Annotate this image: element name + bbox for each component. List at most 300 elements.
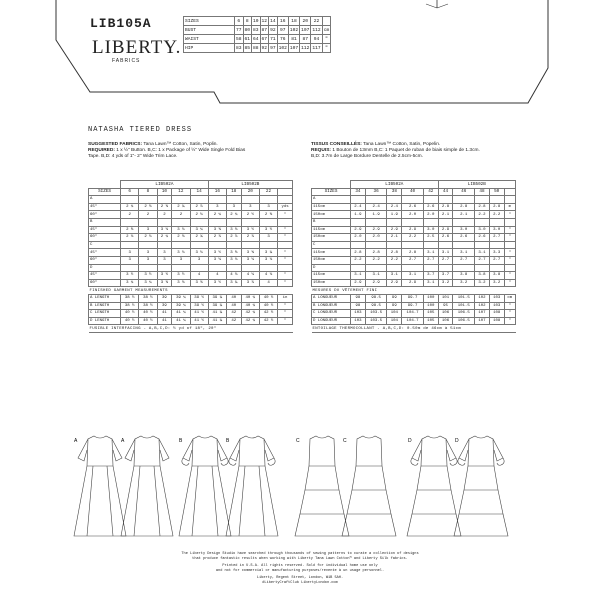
table-cell: 3 bbox=[259, 203, 277, 211]
table-cell: 2.2 bbox=[489, 211, 504, 219]
table-cell: 3 ⅝ bbox=[226, 249, 241, 257]
table-cell: 2 ⅛ bbox=[190, 211, 208, 219]
table-cell: 14 bbox=[190, 188, 208, 196]
table-cell: 3.1 bbox=[423, 249, 438, 257]
table-cell: 3 bbox=[139, 249, 157, 257]
table-cell: 107 bbox=[289, 45, 299, 51]
view-label: C bbox=[296, 438, 300, 444]
table-cell: 8 bbox=[139, 188, 157, 196]
table-cell: " bbox=[504, 272, 515, 280]
table-cell: 2.9 bbox=[402, 226, 424, 234]
table-cell: 1.9 bbox=[387, 211, 402, 219]
table-cell: 3 ¼ bbox=[139, 279, 157, 287]
yardage-row bbox=[312, 211, 516, 219]
table-cell: 3.0 bbox=[423, 226, 438, 234]
table-cell: 34 bbox=[351, 188, 366, 196]
table-cell: 60" bbox=[89, 234, 121, 242]
table-cell: 1.9 bbox=[365, 211, 387, 219]
table-cell bbox=[504, 188, 515, 196]
fabrics-french bbox=[311, 142, 521, 160]
table-cell: " bbox=[278, 256, 293, 264]
table-cell: 3 bbox=[208, 203, 226, 211]
garment-view-c bbox=[295, 436, 349, 536]
table-cell: 3.7 bbox=[423, 272, 438, 280]
section-label: FINISHED GARMENT MEASUREMENTS bbox=[89, 287, 293, 295]
table-cell: 94 bbox=[311, 35, 322, 44]
table-cell: 2.5 bbox=[423, 234, 438, 242]
table-cell: 3.2 bbox=[489, 279, 504, 287]
table-cell: 115cm bbox=[312, 226, 351, 234]
table-cell: 40 bbox=[226, 302, 241, 310]
table-cell: 3.8 bbox=[489, 272, 504, 280]
garment-view-a bbox=[74, 436, 126, 536]
table-cell: 3 ⅛ bbox=[172, 249, 190, 257]
table-cell: 3 ¾ bbox=[259, 249, 277, 257]
fabric-text-fr: Tana Lawn™ Cotton, Satin, Popelin. bbox=[361, 142, 441, 147]
yardage-row bbox=[89, 249, 293, 257]
table-cell: 3 ½ bbox=[172, 272, 190, 280]
table-cell: C bbox=[89, 241, 121, 249]
table-cell: 40 ½ bbox=[259, 302, 277, 310]
table-cell: 99.7 bbox=[402, 294, 424, 302]
table-cell: 20 bbox=[241, 188, 259, 196]
table-cell: 3 ⅛ bbox=[172, 226, 190, 234]
table-cell: 4 bbox=[259, 279, 277, 287]
table-cell: cm bbox=[504, 294, 515, 302]
table-cell: 2 ¾ bbox=[190, 234, 208, 242]
table-cell: 2.4 bbox=[365, 203, 387, 211]
table-cell: 2.0 bbox=[365, 234, 387, 242]
table-cell: 2.1 bbox=[387, 234, 402, 242]
required-text-fr-cont: B,D: 3.7m de Large Bordure Dentelle de 2.5cm-5cm. bbox=[311, 154, 423, 159]
table-cell: 80 bbox=[244, 27, 251, 33]
table-cell: 83 bbox=[236, 45, 242, 51]
table-cell: 2.8 bbox=[387, 249, 402, 257]
table-cell: 18 bbox=[226, 188, 241, 196]
garment-view-b bbox=[226, 436, 278, 536]
table-cell: 3 ⅛ bbox=[208, 256, 226, 264]
table-cell: 45" bbox=[89, 249, 121, 257]
table-cell: A LONGUEUR bbox=[312, 294, 351, 302]
table-cell: 2.2 bbox=[475, 211, 490, 219]
yardage-row bbox=[89, 211, 293, 219]
table-cell: 102 bbox=[475, 302, 490, 310]
view-label: D bbox=[455, 438, 459, 444]
page-title: NATASHA TIERED DRESS bbox=[88, 126, 193, 134]
table-cell: D bbox=[312, 264, 351, 272]
table-cell: 99.7 bbox=[402, 302, 424, 310]
table-cell: 40 bbox=[402, 188, 424, 196]
view-row bbox=[89, 241, 293, 249]
table-cell: 102 bbox=[278, 45, 287, 51]
view-label: B bbox=[226, 438, 230, 444]
table-cell: 3.2 bbox=[475, 279, 490, 287]
table-cell: 2 ¼ bbox=[226, 211, 241, 219]
table-cell: B LONGUEUR bbox=[312, 302, 351, 310]
table-cell: 38 ½ bbox=[121, 294, 139, 302]
table-cell: 2.0 bbox=[423, 211, 438, 219]
table-cell: 98.5 bbox=[365, 294, 387, 302]
table-cell: 3 bbox=[259, 234, 277, 242]
table-cell: 41 ¼ bbox=[172, 310, 190, 318]
table-cell: 3 bbox=[121, 256, 139, 264]
table-cell: 41 ¾ bbox=[208, 317, 226, 325]
table-cell: " bbox=[504, 317, 515, 325]
table-cell: 2.0 bbox=[351, 234, 366, 242]
table-cell: 3 bbox=[139, 226, 157, 234]
table-cell: 2.8 bbox=[365, 249, 387, 257]
required-text-cont: Tape. B,D: 4 yds of 1"- 2" Wide Trim Lace. bbox=[88, 154, 178, 159]
table-cell: 85 bbox=[244, 45, 251, 51]
table-cell: 4 ⅛ bbox=[241, 272, 259, 280]
group-header bbox=[89, 181, 293, 189]
table-cell: A bbox=[89, 196, 121, 204]
table-cell: 67 bbox=[261, 36, 268, 42]
table-cell: 42 bbox=[423, 188, 438, 196]
finished-row bbox=[89, 317, 293, 325]
table-cell: 3 ½ bbox=[208, 279, 226, 287]
table-cell: 3 ⅝ bbox=[241, 249, 259, 257]
table-cell: 3 ⅜ bbox=[190, 279, 208, 287]
table-cell: 2.7 bbox=[489, 234, 504, 242]
table-cell: 42 ½ bbox=[259, 310, 277, 318]
table-cell: 103 bbox=[489, 294, 504, 302]
table-cell: " bbox=[278, 302, 293, 310]
table-cell: 3.0 bbox=[489, 226, 504, 234]
table-cell: 106 bbox=[438, 317, 453, 325]
table-cell: 64 bbox=[253, 36, 259, 42]
interfacing-note: FUSIBLE INTERFACING - A,B,C,D: ½ yd of 18", 20" bbox=[89, 325, 293, 333]
finished-row bbox=[312, 294, 516, 302]
table-cell: 106.5 bbox=[453, 317, 475, 325]
table-cell: 3.0 bbox=[453, 226, 475, 234]
table-cell: 2.6 bbox=[438, 234, 453, 242]
table-cell: 3.1 bbox=[402, 272, 424, 280]
table-cell: LIB502B bbox=[208, 181, 292, 189]
table-cell: 10 bbox=[157, 188, 172, 196]
table-cell: 4 ⅛ bbox=[259, 272, 277, 280]
table-cell: 97 bbox=[277, 26, 288, 35]
footer-line: #LibertyCraftClub LibertyLondon.com bbox=[262, 581, 338, 585]
table-cell: 98 bbox=[351, 302, 366, 310]
table-cell: 2 ⅛ bbox=[121, 234, 139, 242]
table-cell: 76 bbox=[277, 35, 288, 44]
sizes-header bbox=[312, 188, 516, 196]
yardage-row bbox=[89, 234, 293, 242]
yardage-row bbox=[89, 272, 293, 280]
table-cell: 3 bbox=[226, 203, 241, 211]
table-cell: B bbox=[312, 218, 351, 226]
garment-view-a bbox=[121, 436, 173, 536]
table-cell: " bbox=[322, 35, 331, 44]
table-cell: 2.7 bbox=[402, 256, 424, 264]
table-cell: 3 ¾ bbox=[226, 279, 241, 287]
finished-row bbox=[312, 317, 516, 325]
table-cell: 2.7 bbox=[453, 256, 475, 264]
table-cell: 22 bbox=[259, 188, 277, 196]
table-cell: 41 ¾ bbox=[208, 310, 226, 318]
table-cell: 3.7 bbox=[438, 272, 453, 280]
fabric-label: SUGGESTED FABRICS: bbox=[88, 142, 143, 147]
table-cell: 12 bbox=[261, 18, 268, 24]
table-cell: " bbox=[504, 211, 515, 219]
table-cell: " bbox=[504, 310, 515, 318]
table-cell: D bbox=[89, 264, 121, 272]
table-cell: HIP bbox=[184, 44, 235, 53]
table-cell: 60" bbox=[89, 279, 121, 287]
table-cell: 40 ½ bbox=[121, 310, 139, 318]
table-cell: 41 ½ bbox=[190, 310, 208, 318]
table-cell: 2.6 bbox=[453, 234, 475, 242]
table-cell: " bbox=[278, 272, 293, 280]
yardage-row bbox=[312, 249, 516, 257]
garment-view-b bbox=[179, 436, 231, 536]
table-cell: 39 ¼ bbox=[172, 294, 190, 302]
table-cell: 42 bbox=[226, 317, 241, 325]
footer-line: Liberty, Regent Street, London, W1B 5AH. bbox=[256, 576, 344, 580]
garment-view-d bbox=[454, 436, 508, 536]
table-cell: 3 bbox=[121, 249, 139, 257]
table-cell: 2.2 bbox=[387, 256, 402, 264]
table-cell: 3 ⅞ bbox=[241, 279, 259, 287]
table-cell: SIZES bbox=[312, 188, 351, 196]
footer-line: that produce fantastic results when working with Liberty Tana Lawn Cotton™ and Liberty Silk fabrics. bbox=[192, 557, 408, 561]
table-cell: 2.4 bbox=[351, 203, 366, 211]
required-label: REQUIRED: bbox=[88, 148, 115, 153]
table-cell: 2 ¼ bbox=[208, 211, 226, 219]
sizes-header bbox=[89, 188, 293, 196]
table-cell: in bbox=[278, 294, 293, 302]
table-cell: 97 bbox=[270, 45, 276, 51]
yardage-row bbox=[312, 256, 516, 264]
table-cell: 2 ½ bbox=[241, 211, 259, 219]
table-cell: 3 bbox=[157, 256, 172, 264]
table-cell: 2.4 bbox=[387, 203, 402, 211]
table-cell: WAIST bbox=[184, 35, 235, 44]
footer-line: and not for commercial or manufacturing purposes/revente à un usage personnel. bbox=[215, 569, 385, 573]
table-cell: 81 bbox=[288, 35, 299, 44]
table-cell: 101.5 bbox=[453, 294, 475, 302]
table-cell: 71 bbox=[270, 36, 276, 42]
table-cell: 101.5 bbox=[453, 302, 475, 310]
yardage-row bbox=[312, 203, 516, 211]
table-cell: 42 ½ bbox=[259, 317, 277, 325]
finished-row bbox=[89, 294, 293, 302]
table-cell: 38 ½ bbox=[121, 302, 139, 310]
table-cell: 99 bbox=[387, 302, 402, 310]
table-cell: A bbox=[312, 196, 351, 204]
table-cell: 2.8 bbox=[475, 203, 490, 211]
table-cell: 2 bbox=[139, 211, 157, 219]
table-cell: 2 ¼ bbox=[157, 234, 172, 242]
table-cell: 2.2 bbox=[351, 256, 366, 264]
table-cell: 46 bbox=[453, 188, 475, 196]
table-cell: 39 ¼ bbox=[172, 302, 190, 310]
table-cell: 104.7 bbox=[402, 317, 424, 325]
table-cell: 103 bbox=[351, 310, 366, 318]
table-cell: 42 bbox=[226, 310, 241, 318]
finished-row bbox=[89, 302, 293, 310]
table-cell: 2.7 bbox=[489, 256, 504, 264]
table-cell: 6 bbox=[121, 188, 139, 196]
size-chart bbox=[183, 16, 331, 53]
table-cell: " bbox=[504, 234, 515, 242]
table-cell: 112 bbox=[301, 45, 310, 51]
table-cell: 40 ¼ bbox=[241, 302, 259, 310]
yardage-table-metric bbox=[311, 180, 516, 333]
table-cell: 2.9 bbox=[387, 279, 402, 287]
table-cell: " bbox=[278, 317, 293, 325]
table-cell: 45" bbox=[89, 226, 121, 234]
table-cell: 39 bbox=[157, 302, 172, 310]
table-cell: LIB502B bbox=[438, 181, 515, 189]
required-text: 1 x ½" Button. B,C: 1 x Package of ½" Wide Single Fold Bias bbox=[114, 148, 246, 153]
footer-line: The Liberty Design Studio have searched through thousands of sewing patterns to curate a collection of designs bbox=[181, 552, 419, 556]
table-cell bbox=[322, 17, 331, 26]
table-cell: LIB502A bbox=[351, 181, 439, 189]
table-cell: 38 ½ bbox=[139, 302, 157, 310]
table-cell: 2.0 bbox=[402, 211, 424, 219]
table-cell: 3 ¼ bbox=[190, 226, 208, 234]
table-cell: 36 bbox=[365, 188, 387, 196]
size-chart-row bbox=[184, 35, 331, 44]
table-cell: SIZES bbox=[89, 188, 121, 196]
table-cell: " bbox=[322, 44, 331, 53]
table-cell: 2 ⅜ bbox=[139, 203, 157, 211]
table-cell: 40 ½ bbox=[139, 310, 157, 318]
view-label: C bbox=[343, 438, 347, 444]
table-cell: yds bbox=[278, 203, 293, 211]
table-cell: 2.8 bbox=[351, 249, 366, 257]
table-cell: 99 bbox=[387, 294, 402, 302]
table-cell: 4 bbox=[190, 272, 208, 280]
table-cell: 3 bbox=[172, 256, 190, 264]
garment-view-c bbox=[342, 436, 396, 536]
yardage-table-imperial bbox=[88, 180, 293, 333]
view-label: A bbox=[74, 438, 78, 444]
table-cell: 48 bbox=[475, 188, 490, 196]
table-cell: 39 bbox=[157, 294, 172, 302]
table-cell: 10 bbox=[253, 18, 259, 24]
table-cell: 105 bbox=[423, 310, 438, 318]
table-cell: 117 bbox=[312, 45, 321, 51]
fabrics-english bbox=[88, 142, 288, 160]
size-chart-header bbox=[184, 17, 331, 26]
yardage-row bbox=[89, 203, 293, 211]
table-cell: 3 ½ bbox=[139, 272, 157, 280]
table-cell: 87 bbox=[300, 35, 311, 44]
table-cell: 150cm bbox=[312, 279, 351, 287]
table-cell: 107 bbox=[475, 317, 490, 325]
yardage-row bbox=[312, 272, 516, 280]
table-cell: " bbox=[504, 279, 515, 287]
table-cell: 2 ⅞ bbox=[226, 234, 241, 242]
garment-illustrations bbox=[0, 428, 600, 548]
table-cell: 106.5 bbox=[453, 310, 475, 318]
table-cell: 103.5 bbox=[365, 310, 387, 318]
table-cell: 40 ½ bbox=[121, 317, 139, 325]
table-cell: 44 bbox=[438, 188, 453, 196]
table-cell: 3.2 bbox=[438, 279, 453, 287]
table-cell: 3.2 bbox=[453, 279, 475, 287]
yardage-row bbox=[312, 279, 516, 287]
table-cell: 2 ⅛ bbox=[139, 234, 157, 242]
table-cell: 150cm bbox=[312, 256, 351, 264]
table-cell: 45" bbox=[89, 203, 121, 211]
view-label: B bbox=[179, 438, 183, 444]
table-cell: 60" bbox=[89, 211, 121, 219]
view-row bbox=[89, 196, 293, 204]
view-row bbox=[312, 196, 516, 204]
table-cell: 3.1 bbox=[387, 272, 402, 280]
table-cell: 3 bbox=[157, 249, 172, 257]
yardage-row bbox=[89, 226, 293, 234]
table-cell: cm bbox=[323, 27, 330, 33]
table-cell: 39 ½ bbox=[190, 294, 208, 302]
table-cell: 61 bbox=[244, 36, 251, 42]
table-cell: 2 ⅝ bbox=[121, 226, 139, 234]
table-cell: 95 bbox=[438, 302, 453, 310]
table-cell: 2 ⅝ bbox=[259, 211, 277, 219]
table-cell: 3.8 bbox=[475, 272, 490, 280]
table-cell: 22 bbox=[311, 17, 322, 26]
table-cell: 1.9 bbox=[351, 211, 366, 219]
table-cell: 115cm bbox=[312, 272, 351, 280]
table-cell: 18 bbox=[288, 17, 299, 26]
table-cell: 4 ⅛ bbox=[226, 272, 241, 280]
view-label: A bbox=[121, 438, 125, 444]
finished-row bbox=[312, 302, 516, 310]
section-label: MESURES DU VÊTEMENT FINI bbox=[312, 287, 516, 295]
table-cell: 3 ¼ bbox=[121, 279, 139, 287]
table-cell: 40 bbox=[226, 294, 241, 302]
size-chart-row bbox=[184, 44, 331, 53]
table-cell: " bbox=[278, 310, 293, 318]
table-cell: 2 bbox=[121, 211, 139, 219]
table-cell: 39 ¾ bbox=[208, 294, 226, 302]
table-cell: 2 ¾ bbox=[172, 203, 190, 211]
table-cell: 3 ⅛ bbox=[190, 249, 208, 257]
table-cell: 3 bbox=[139, 256, 157, 264]
table-cell: 104.7 bbox=[402, 310, 424, 318]
table-cell: 2.8 bbox=[438, 203, 453, 211]
table-cell: 105 bbox=[423, 317, 438, 325]
table-cell: 3 ⅛ bbox=[157, 226, 172, 234]
table-cell: 77 bbox=[236, 27, 242, 33]
fabric-text: Tana Lawn™ Cotton, Satin, Poplin. bbox=[142, 142, 218, 147]
table-cell: 3.1 bbox=[475, 249, 490, 257]
table-cell: 3 ⅜ bbox=[208, 226, 226, 234]
table-cell: 2.9 bbox=[351, 226, 366, 234]
table-cell: 41 ½ bbox=[190, 317, 208, 325]
table-cell: 2.9 bbox=[387, 226, 402, 234]
size-chart-row bbox=[184, 26, 331, 35]
table-cell: 3 bbox=[190, 256, 208, 264]
fabric-label-fr: TISSUS CONSEILLÉS: bbox=[311, 142, 362, 147]
table-cell: 3 ½ bbox=[121, 272, 139, 280]
table-cell: 2.7 bbox=[423, 256, 438, 264]
table-cell: 112 bbox=[312, 27, 321, 33]
table-cell: 42 ¼ bbox=[241, 310, 259, 318]
table-cell: 2 bbox=[157, 211, 172, 219]
view-row bbox=[89, 218, 293, 226]
table-cell: 150cm bbox=[312, 234, 351, 242]
table-cell: 16 bbox=[277, 17, 288, 26]
footer-line: Printed in U.S.A. All rights reserved. Sold for individual home use only bbox=[222, 564, 378, 568]
table-cell: " bbox=[504, 302, 515, 310]
table-cell: 39 ¾ bbox=[208, 302, 226, 310]
table-cell: 2.8 bbox=[453, 203, 475, 211]
